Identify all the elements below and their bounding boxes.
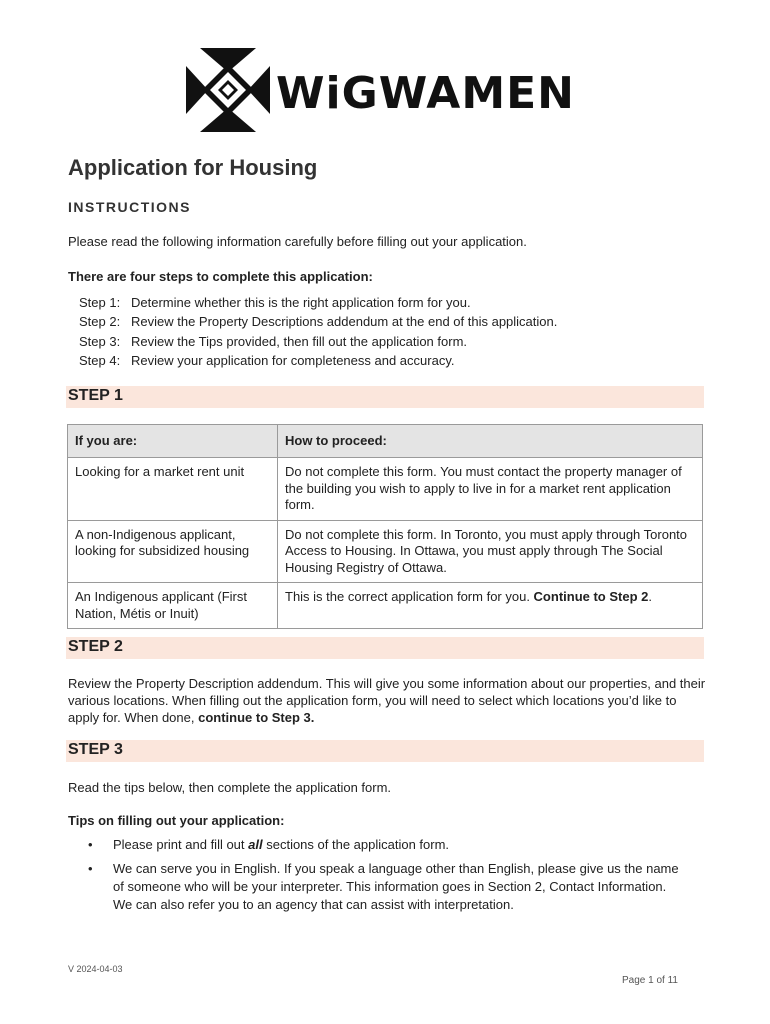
step1-table <box>67 424 703 629</box>
table-cell: Looking for a market rent unit <box>68 458 278 521</box>
table-header-row <box>68 425 703 458</box>
step-line: Step 2: Review the Property Descriptions addendum at the end of this application. <box>79 314 558 330</box>
logo-emblem <box>186 46 270 139</box>
version-label: V 2024-04-03 <box>68 964 123 974</box>
table-cell: Do not complete this form. You must contact the property manager of the building you wish to apply to live in for a market rent application form. <box>278 458 703 521</box>
tips-list <box>68 836 688 920</box>
table-row <box>68 520 703 583</box>
page-title: Application for Housing <box>68 155 318 180</box>
table-row <box>68 458 703 521</box>
steps-list <box>79 293 557 370</box>
table-cell: An Indigenous applicant (First Nation, Métis or Inuit) <box>68 583 278 629</box>
table-cell: A non-Indigenous applicant, looking for subsidized housing <box>68 520 278 583</box>
step1-heading-band <box>66 386 704 408</box>
tips-heading: Tips on filling out your application: <box>68 813 285 828</box>
step2-heading-band <box>66 637 704 659</box>
step3-heading-band <box>66 740 704 762</box>
step3-heading: STEP 3 <box>68 741 123 758</box>
list-item: • Please print and fill out all sections of the application form. <box>68 836 688 854</box>
instructions-heading: INSTRUCTIONS <box>68 199 191 215</box>
step1-heading: STEP 1 <box>68 387 123 404</box>
step2-text: Review the Property Description addendum. This will give you some information about our properties, and their various locations. When filling out the application form, you will need to select which locations you’d like to apply for. When done, continue to Step 3. <box>68 676 706 725</box>
page-number: Page 1 of 11 <box>622 975 678 986</box>
table-cell: Do not complete this form. In Toronto, you must apply through Toronto Access to Housing. In Ottawa, you must apply through The Social Housing Registry of Ottawa. <box>278 520 703 583</box>
step-line: Step 1: Determine whether this is the right application form for you. <box>79 295 471 310</box>
intro-text: Please read the following information carefully before filling out your application. <box>68 234 527 249</box>
step2-heading: STEP 2 <box>68 638 123 655</box>
table-header: How to proceed: <box>278 425 703 458</box>
step-line: Step 4: Review your application for completeness and accuracy. <box>79 352 455 368</box>
table-cell: This is the correct application form for you. Continue to Step 2. <box>278 583 703 629</box>
steps-intro: There are four steps to complete this application: <box>68 269 373 284</box>
table-header: If you are: <box>68 425 278 458</box>
step-line: Step 3: Review the Tips provided, then fill out the application form. <box>79 333 468 349</box>
list-item: • We can serve you in English. If you speak a language other than English, please give us the name of someone who will be your interpreter. This information goes in Section 2, Contact Information. We can also refer you to an agency that can assist with interpretation. <box>68 860 688 914</box>
table-row <box>68 583 703 629</box>
logo-wordmark: WiGWAMEN <box>276 68 576 119</box>
step3-text: Read the tips below, then complete the application form. <box>68 780 392 795</box>
